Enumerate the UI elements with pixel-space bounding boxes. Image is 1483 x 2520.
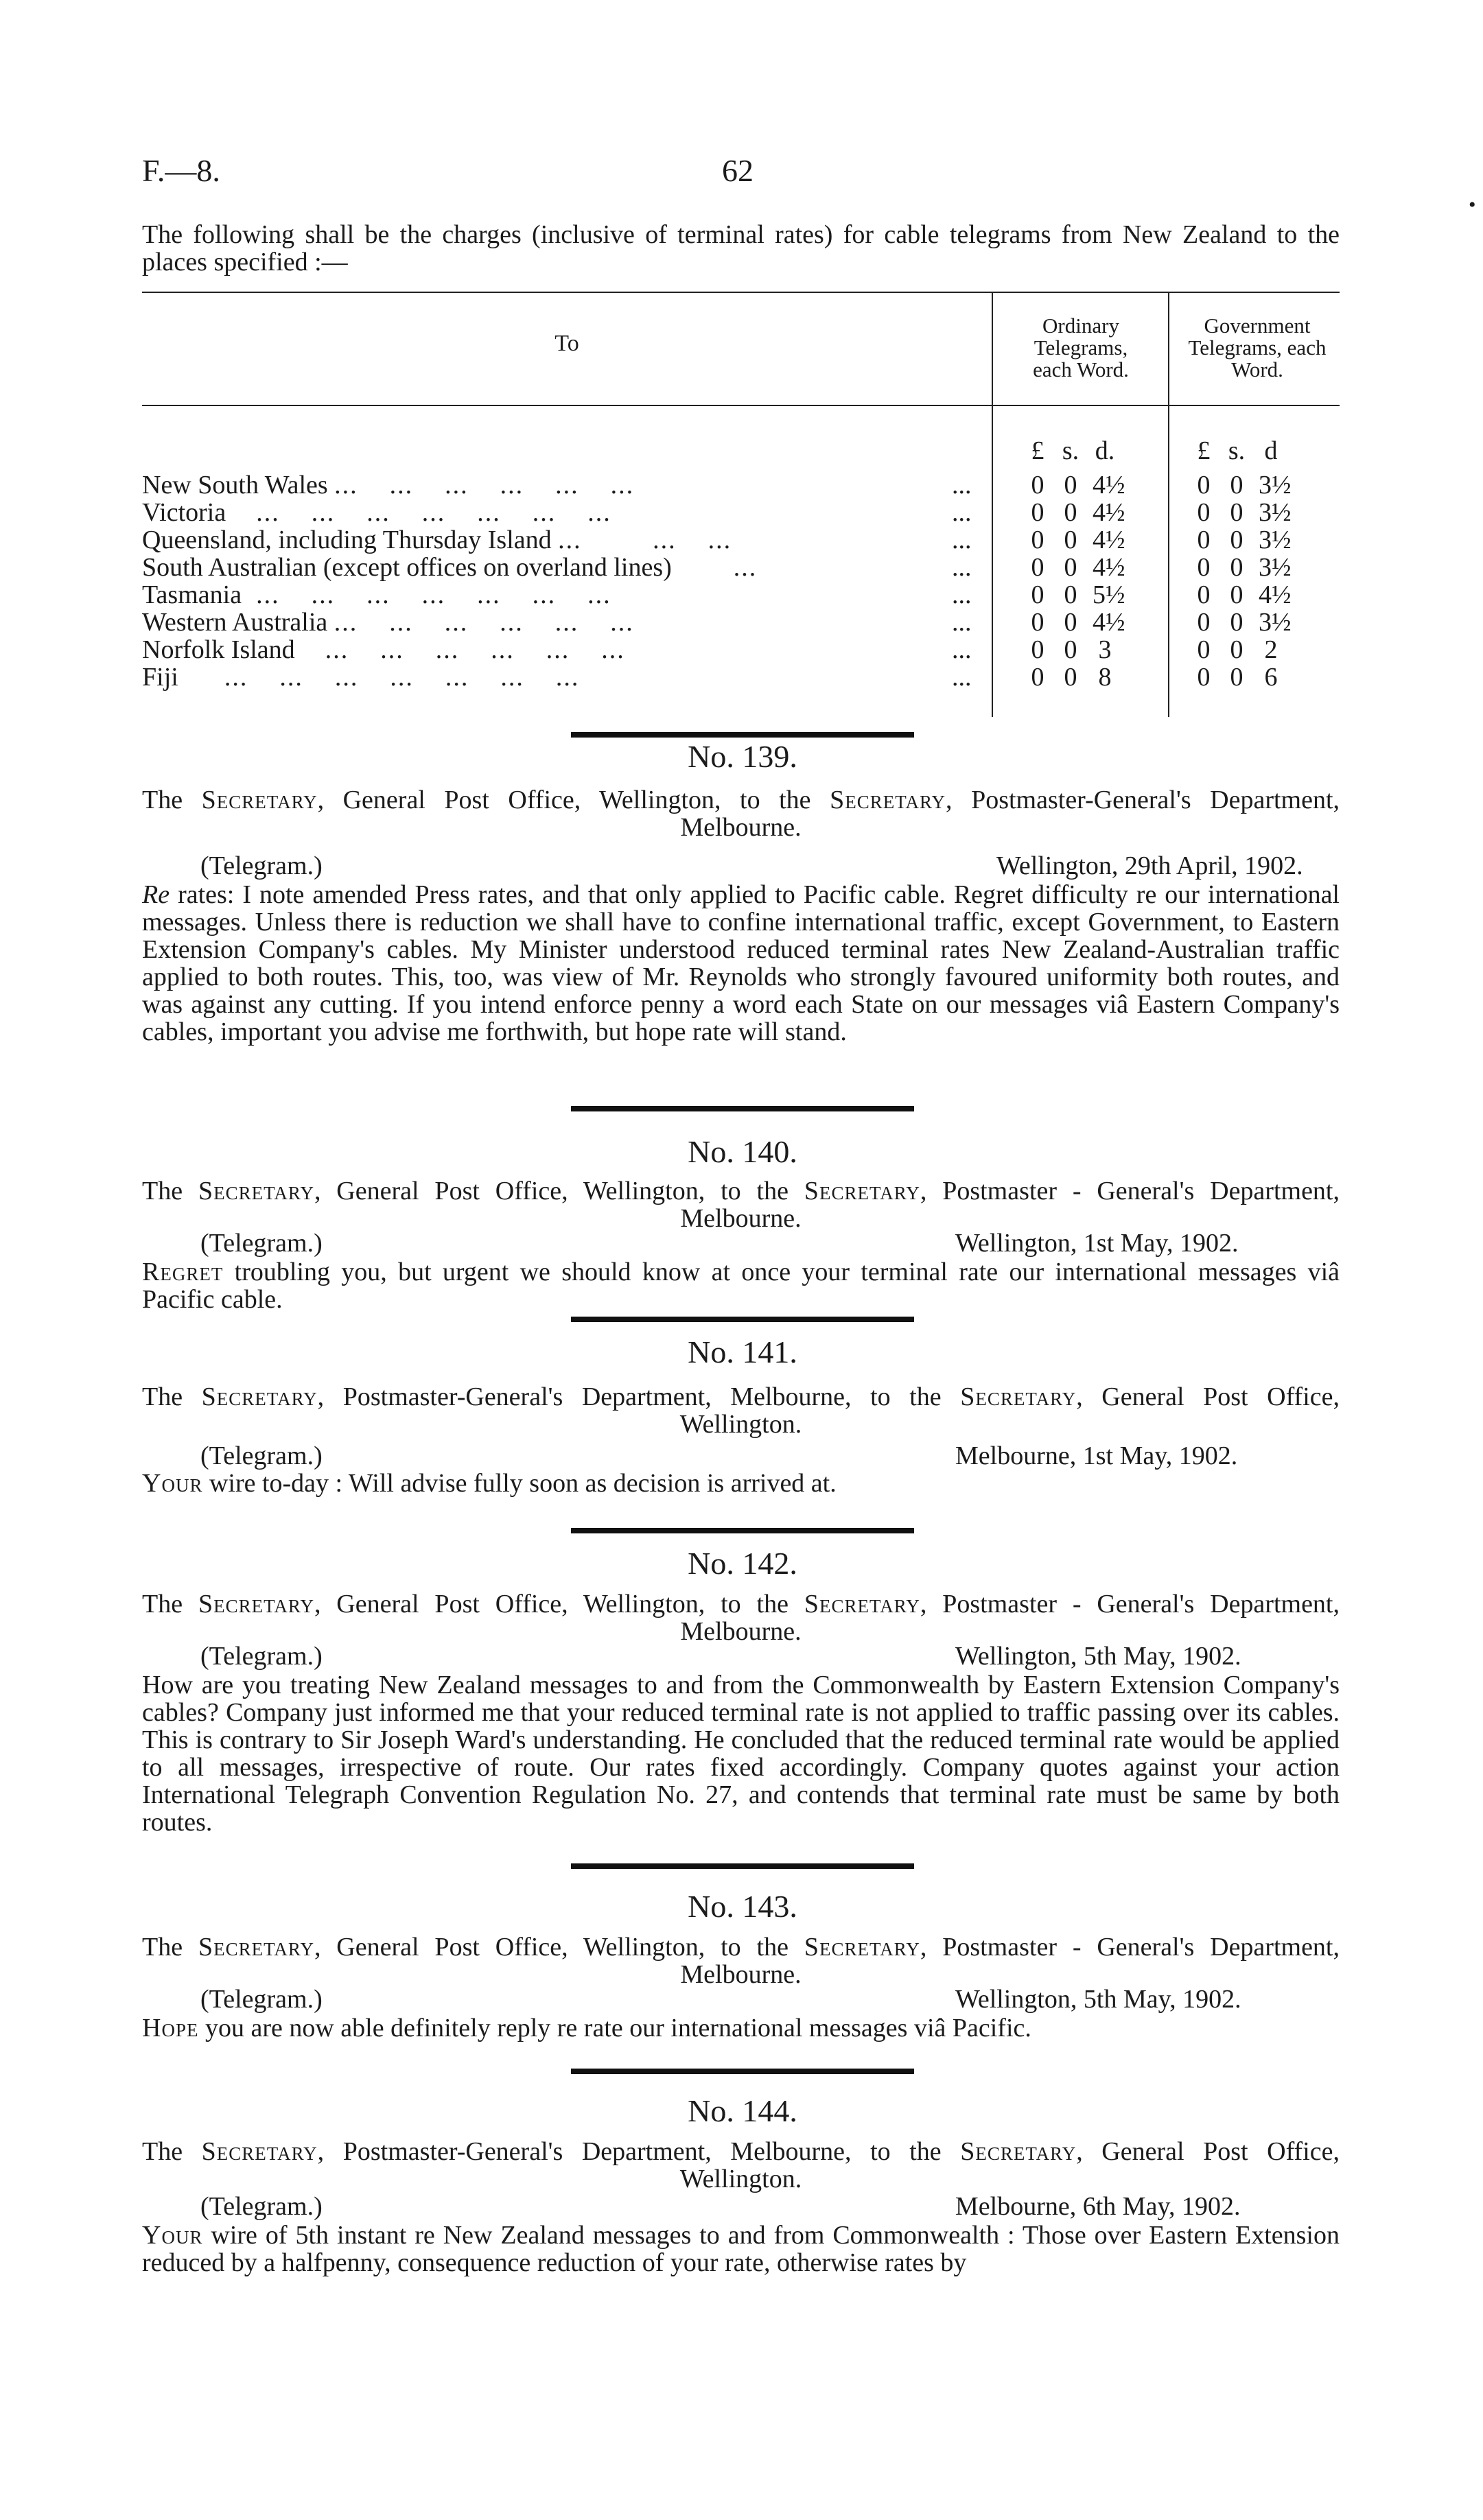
place-label: New South Wales xyxy=(142,471,328,499)
from-pre-text: The xyxy=(142,2137,202,2166)
entry-address xyxy=(142,1590,1340,1645)
from-sc-text: Secretary xyxy=(201,2137,318,2166)
entry-address xyxy=(142,786,1340,841)
leader-dots-end: ... xyxy=(952,580,972,609)
leader-dots-end: ... xyxy=(952,608,972,637)
leader-dots-end: ... xyxy=(952,526,972,554)
telegram-label: (Telegram.) xyxy=(200,1229,323,1258)
table-divider-1 xyxy=(992,292,993,717)
entry-number: No. 141. xyxy=(688,1334,797,1369)
ordinary-rate-cell: 0 xyxy=(1031,498,1044,527)
document-code: F.—8. xyxy=(142,153,220,188)
leader-dots: ... ... ... ... ... ... xyxy=(334,608,634,637)
ordinary-rate-cell: 3 xyxy=(1098,635,1112,664)
place-name xyxy=(142,552,966,582)
leader-dots: ... ... ... ... ... ... ... xyxy=(232,498,611,527)
unit-label: s. xyxy=(1062,436,1079,465)
dateline: Melbourne, 6th May, 1902. xyxy=(955,2192,1241,2221)
intro-paragraph: The following shall be the charges (inclusive of terminal rates) for cable telegrams from New Zealand to the places specified :— xyxy=(142,220,1340,276)
government-rate-cell: 0 xyxy=(1197,553,1211,582)
ordinary-rate-cell: 4½ xyxy=(1093,608,1125,637)
body-text: rates: I note amended Press rates, and that only applied to Pacific cable. Regret difficulty re our international messages. Unless there is reduction we shall have to confine international traffic, except Government, to Eastern Extension Company's cables. My Minister understood reduced terminal rates New Zealand-Australian traffic applied to both routes. This, too, was view of Mr. Reynolds who strongly favoured uniformity both routes, and was against any cutting. If you intend enforce penny a word each State on our messages viâ Eastern Company's cables, important you advise me forthwith, but hope rate will stand. xyxy=(142,880,1340,1046)
leader-dots: ... ... ... ... ... ... ... xyxy=(185,663,580,692)
ordinary-rate-cell: 0 xyxy=(1064,526,1077,554)
leader-dots-end: ... xyxy=(952,498,972,527)
dateline: Melbourne, 1st May, 1902. xyxy=(955,1441,1238,1470)
government-rate-cell: 3½ xyxy=(1259,471,1292,499)
from-mid-text: , Postmaster-General's Department, Melbourne, to the xyxy=(317,1382,961,1411)
dateline: Wellington, 5th May, 1902. xyxy=(955,1642,1241,1671)
unit-label: s. xyxy=(1228,436,1246,465)
entry-number: No. 144. xyxy=(688,2093,797,2128)
from-mid-text: , General Post Office, Wellington, to the xyxy=(317,786,830,814)
ordinary-rate-cell: 8 xyxy=(1098,663,1112,692)
to-sc-text: Secretary xyxy=(960,1382,1077,1411)
body-text: How are you treating New Zealand messages to and from the Commonwealth by Eastern Extension Company's cables? Company just informed me that your reduced terminal rate is not applied to traffic passing over its cables. This is contrary to Sir Joseph Ward's understanding. He concluded that the reduced terminal rate would be applied to all messages, irrespective of route. Our rates fixed accordingly. Company quotes against your action International Telegraph Convention Regulation No. 27, and contends that terminal rate must be same by both routes. xyxy=(142,1671,1340,1837)
section-divider xyxy=(571,1863,914,1869)
leader-dots: ... ... ... xyxy=(558,526,732,554)
from-sc-text: Secretary xyxy=(198,1933,314,1962)
leader-dots-end: ... xyxy=(952,471,972,499)
entry-number: No. 143. xyxy=(688,1889,797,1924)
to-post-text: , Postmaster - General's Department, Melbourne. xyxy=(680,1177,1340,1233)
ordinary-rate-cell: 0 xyxy=(1064,471,1077,499)
government-rate-cell: 0 xyxy=(1230,580,1243,609)
table-divider-2 xyxy=(1168,292,1169,717)
table-top-rule xyxy=(142,292,1340,293)
government-rate-cell: 0 xyxy=(1197,663,1211,692)
lead-word: Regret xyxy=(142,1258,224,1286)
from-pre-text: The xyxy=(142,786,202,814)
from-pre-text: The xyxy=(142,1933,198,1962)
section-divider xyxy=(571,1317,914,1322)
place-label: Queensland, including Thursday Island xyxy=(142,526,552,554)
section-divider xyxy=(571,732,914,738)
body-text: you are now able definitely reply re rate our international messages viâ Pacific. xyxy=(198,2014,1031,2042)
place-name xyxy=(142,497,966,528)
lead-word: Your xyxy=(142,1469,203,1498)
government-rate-cell: 0 xyxy=(1230,663,1243,692)
section-divider xyxy=(571,1106,914,1111)
col-header-ordinary: Ordinary Telegrams, each Word. xyxy=(1033,314,1129,381)
table-header-rule xyxy=(142,405,1340,406)
entry-number: No. 139. xyxy=(688,739,797,774)
government-rate-cell: 0 xyxy=(1197,580,1211,609)
from-pre-text: The xyxy=(142,1590,198,1618)
col-header-government: Government Telegrams, each Word. xyxy=(1188,314,1327,381)
body-text: wire of 5th instant re New Zealand messages to and from Commonwealth : Those over Eastern Extension reduced by a halfpenny, consequence reduction of your rate, otherwise rates by xyxy=(142,2221,1340,2277)
government-rate-cell: 0 xyxy=(1197,526,1211,554)
dateline: Wellington, 29th April, 1902. xyxy=(996,851,1303,880)
ordinary-rate-cell: 0 xyxy=(1031,553,1044,582)
entry-number: No. 142. xyxy=(688,1546,797,1581)
from-sc-text: Secretary xyxy=(198,1590,314,1618)
margin-dot: • xyxy=(1469,193,1476,216)
to-sc-text: Secretary xyxy=(804,1590,920,1618)
government-rate-cell: 0 xyxy=(1230,526,1243,554)
place-label: Victoria xyxy=(142,498,226,527)
government-rate-cell: 3½ xyxy=(1259,553,1292,582)
unit-label: d. xyxy=(1095,436,1115,465)
government-rate-cell: 0 xyxy=(1230,471,1243,499)
ordinary-rate-cell: 4½ xyxy=(1093,553,1125,582)
leader-dots-end: ... xyxy=(952,635,972,664)
ordinary-rate-cell: 0 xyxy=(1031,635,1044,664)
ordinary-rate-cell: 0 xyxy=(1064,608,1077,637)
leader-dots: ... ... ... ... ... ... xyxy=(334,471,635,499)
to-sc-text: Secretary xyxy=(830,786,946,814)
leader-dots-end: ... xyxy=(952,663,972,692)
government-rate-cell: 2 xyxy=(1264,635,1278,664)
section-divider xyxy=(571,1528,914,1533)
telegram-label: (Telegram.) xyxy=(200,1985,323,2014)
from-mid-text: , General Post Office, Wellington, to the xyxy=(314,1590,804,1618)
entry-body xyxy=(142,1671,1340,1836)
government-rate-cell: 0 xyxy=(1230,608,1243,637)
from-pre-text: The xyxy=(142,1382,202,1411)
unit-label: d xyxy=(1264,436,1278,465)
place-name xyxy=(142,470,966,500)
place-label: Western Australia xyxy=(142,608,328,637)
from-mid-text: , Postmaster-General's Department, Melbourne, to the xyxy=(317,2137,961,2166)
entry-body xyxy=(142,2014,1340,2042)
page-number: 62 xyxy=(722,153,754,188)
government-rate-cell: 0 xyxy=(1197,498,1211,527)
leader-dots: ... xyxy=(678,553,758,582)
entry-body xyxy=(142,1258,1340,1313)
government-rate-cell: 0 xyxy=(1197,635,1211,664)
entry-number: No. 140. xyxy=(688,1134,797,1169)
to-sc-text: Secretary xyxy=(960,2137,1077,2166)
ordinary-rate-cell: 4½ xyxy=(1093,471,1125,499)
col-header-to: To xyxy=(554,331,579,356)
entry-body xyxy=(142,2222,1340,2276)
government-rate-cell: 0 xyxy=(1197,608,1211,637)
from-mid-text: , General Post Office, Wellington, to the xyxy=(314,1177,804,1205)
place-label: Fiji xyxy=(142,663,178,692)
to-sc-text: Secretary xyxy=(804,1933,920,1962)
place-name xyxy=(142,525,966,555)
to-post-text: , Postmaster - General's Department, Melbourne. xyxy=(680,1933,1340,1989)
government-rate-cell: 0 xyxy=(1230,553,1243,582)
section-divider xyxy=(571,2069,914,2074)
ordinary-rate-cell: 0 xyxy=(1064,498,1077,527)
ordinary-rate-cell: 0 xyxy=(1031,608,1044,637)
government-rate-cell: 0 xyxy=(1230,635,1243,664)
from-mid-text: , General Post Office, Wellington, to the xyxy=(314,1933,804,1962)
from-pre-text: The xyxy=(142,1177,198,1205)
place-name xyxy=(142,580,966,610)
government-rate-cell: 6 xyxy=(1264,663,1278,692)
from-sc-text: Secretary xyxy=(201,1382,318,1411)
government-rate-cell: 3½ xyxy=(1259,526,1292,554)
place-name xyxy=(142,662,966,692)
rates-table xyxy=(142,292,1340,717)
to-post-text: , Postmaster - General's Department, Melbourne. xyxy=(680,1590,1340,1646)
ordinary-rate-cell: 0 xyxy=(1064,580,1077,609)
dateline: Wellington, 1st May, 1902. xyxy=(955,1229,1239,1258)
telegram-label: (Telegram.) xyxy=(200,1441,323,1470)
place-name xyxy=(142,607,966,637)
entry-address xyxy=(142,1177,1340,1232)
entry-address xyxy=(142,1383,1340,1438)
entry-address xyxy=(142,1933,1340,1988)
government-rate-cell: 3½ xyxy=(1259,498,1292,527)
ordinary-rate-cell: 0 xyxy=(1031,580,1044,609)
ordinary-rate-cell: 0 xyxy=(1031,526,1044,554)
government-rate-cell: 0 xyxy=(1230,498,1243,527)
government-rate-cell: 3½ xyxy=(1259,608,1292,637)
place-name xyxy=(142,635,966,665)
place-label: South Australian (except offices on overland lines) xyxy=(142,553,672,582)
ordinary-rate-cell: 0 xyxy=(1064,635,1077,664)
from-sc-text: Secretary xyxy=(198,1177,314,1205)
telegram-label: (Telegram.) xyxy=(200,851,323,880)
to-post-text: , General Post Office, Wellington. xyxy=(679,2137,1340,2193)
leader-dots: ... ... ... ... ... ... ... xyxy=(248,580,611,609)
ordinary-rate-cell: 0 xyxy=(1064,553,1077,582)
to-post-text: , Postmaster-General's Department, Melbourne. xyxy=(680,786,1340,842)
entry-body xyxy=(142,881,1340,1046)
leader-dots: ... ... ... ... ... ... xyxy=(301,635,625,664)
lead-word: Your xyxy=(142,2221,203,2250)
ordinary-rate-cell: 0 xyxy=(1031,471,1044,499)
ordinary-rate-cell: 5½ xyxy=(1093,580,1125,609)
dateline: Wellington, 5th May, 1902. xyxy=(955,1985,1241,2014)
telegram-label: (Telegram.) xyxy=(200,1642,323,1671)
ordinary-rate-cell: 4½ xyxy=(1093,498,1125,527)
ordinary-rate-cell: 0 xyxy=(1031,663,1044,692)
government-rate-cell: 0 xyxy=(1197,471,1211,499)
unit-label: £ xyxy=(1031,436,1044,465)
leader-dots-end: ... xyxy=(952,553,972,582)
government-rate-cell: 4½ xyxy=(1259,580,1292,609)
entry-body xyxy=(142,1470,1340,1497)
body-text: wire to-day : Will advise fully soon as decision is arrived at. xyxy=(202,1469,837,1498)
from-sc-text: Secretary xyxy=(201,786,318,814)
lead-word: Re xyxy=(142,880,170,909)
ordinary-rate-cell: 4½ xyxy=(1093,526,1125,554)
entry-address xyxy=(142,2138,1340,2193)
telegram-label: (Telegram.) xyxy=(200,2192,323,2221)
lead-word: Hope xyxy=(142,2014,199,2042)
to-post-text: , General Post Office, Wellington. xyxy=(679,1382,1340,1439)
to-sc-text: Secretary xyxy=(804,1177,920,1205)
unit-label: £ xyxy=(1197,436,1211,465)
place-label: Norfolk Island xyxy=(142,635,295,664)
body-text: troubling you, but urgent we should know at once your terminal rate our international messages viâ Pacific cable. xyxy=(142,1258,1340,1314)
place-label: Tasmania xyxy=(142,580,242,609)
ordinary-rate-cell: 0 xyxy=(1064,663,1077,692)
